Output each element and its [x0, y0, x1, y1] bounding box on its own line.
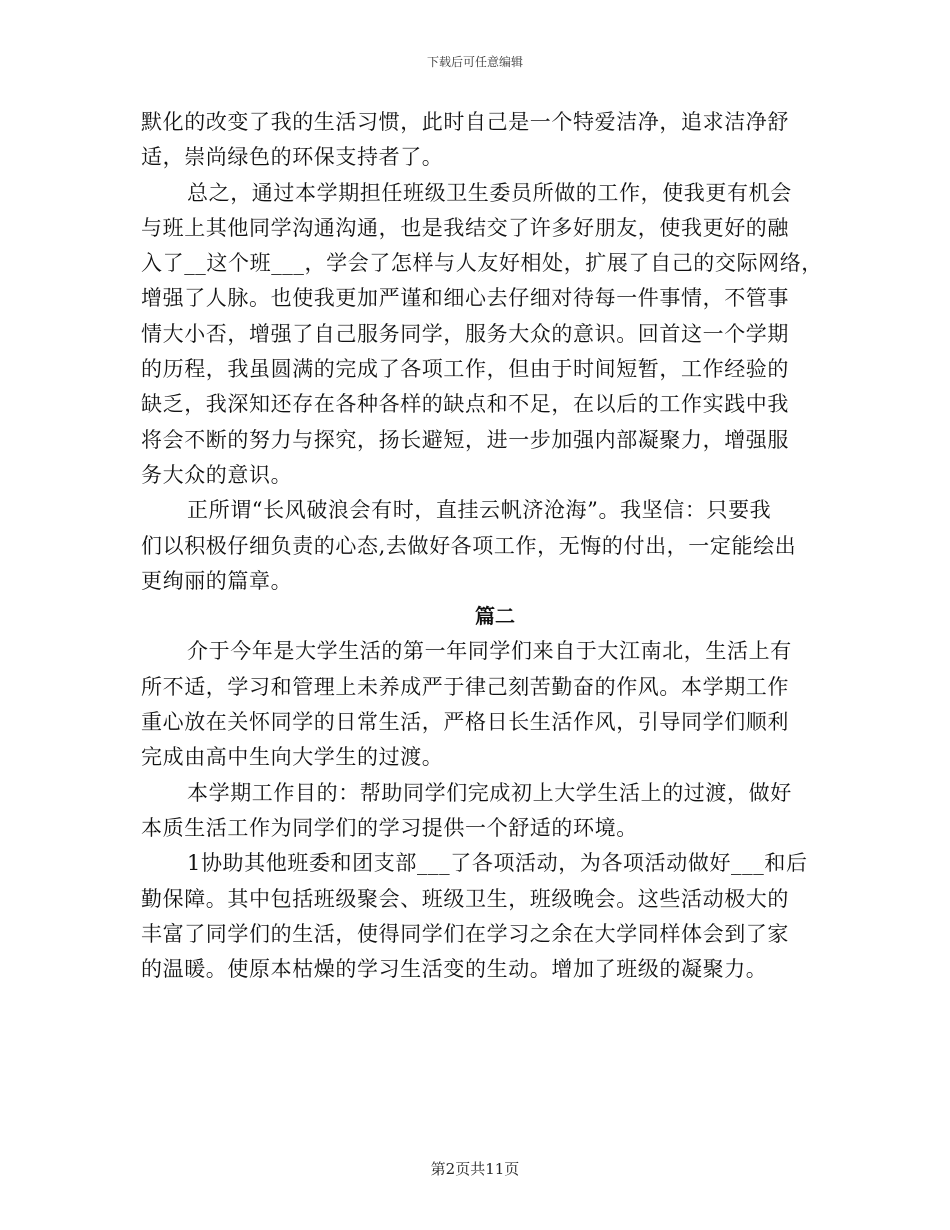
body-line: 务大众的意识。 [141, 462, 293, 487]
body-line: 的温暖。使原本枯燥的学习生活变的生动。增加了班级的凝聚力。 [141, 957, 768, 982]
page-footer: 第2页共11页 [430, 1160, 520, 1178]
body-line: 增强了人脉。也使我更加严谨和细心去仔细对待每一件事情，不管事 [141, 286, 789, 311]
body-line: 缺乏，我深知还存在各种各样的缺点和不足，在以后的工作实践中我 [141, 392, 789, 417]
paragraph-start-line: 介于今年是大学生活的第一年同学们来自于大江南北，生活上有 [187, 639, 792, 664]
paragraph-start-line: 正所谓“长风破浪会有时，直挂云帆济沧海”。我坚信：只要我 [187, 498, 772, 523]
body-line: 适，崇尚绿色的环保支持者了。 [141, 145, 444, 170]
body-line: 本质生活工作为同学们的学习提供一个舒适的环境。 [141, 815, 638, 840]
body-line: 所不适，学习和管理上未养成严于律己刻苦勤奋的作风。本学期工作 [141, 674, 789, 699]
body-line: 的历程，我虽圆满的完成了各项工作，但由于时间短暂，工作经验的 [141, 357, 789, 382]
body-line: 与班上其他同学沟通沟通，也是我结交了许多好朋友，使我更好的融 [141, 215, 789, 240]
paragraph-start-line: 总之，通过本学期担任班级卫生委员所做的工作，使我更有机会 [187, 180, 792, 205]
body-line: 情大小否，增强了自己服务同学，服务大众的意识。回首这一个学期 [141, 321, 789, 346]
document-body [141, 105, 821, 987]
body-line: 们以积极仔细负责的心态,去做好各项工作，无悔的付出，一定能绘出 [141, 533, 797, 558]
body-line: 将会不断的努力与探究，扬长避短，进一步加强内部凝聚力，增强服 [141, 427, 789, 452]
paragraph-start-line: 1协助其他班委和团支部___了各项活动，为各项活动做好___和后 [187, 851, 808, 876]
paragraph-start-line: 本学期工作目的：帮助同学们完成初上大学生活上的过渡，做好 [187, 780, 792, 805]
body-line: 入了__这个班___，学会了怎样与人友好相处，扩展了自己的交际网络， [141, 251, 823, 276]
section-heading: 篇二 [475, 604, 515, 629]
body-line: 丰富了同学们的生活，使得同学们在学习之余在大学同样体会到了家 [141, 921, 789, 946]
body-line: 勤保障。其中包括班级聚会、班级卫生，班级晚会。这些活动极大的 [141, 886, 789, 911]
body-line: 完成由高中生向大学生的过渡。 [141, 745, 444, 770]
page-header: 下载后可任意编辑 [426, 55, 523, 69]
body-line: 默化的改变了我的生活习惯，此时自己是一个特爱洁净，追求洁净舒 [141, 110, 789, 134]
body-line: 更绚丽的篇章。 [141, 568, 293, 593]
body-line: 重心放在关怀同学的日常生活，严格日长生活作风，引导同学们顺利 [141, 710, 789, 735]
